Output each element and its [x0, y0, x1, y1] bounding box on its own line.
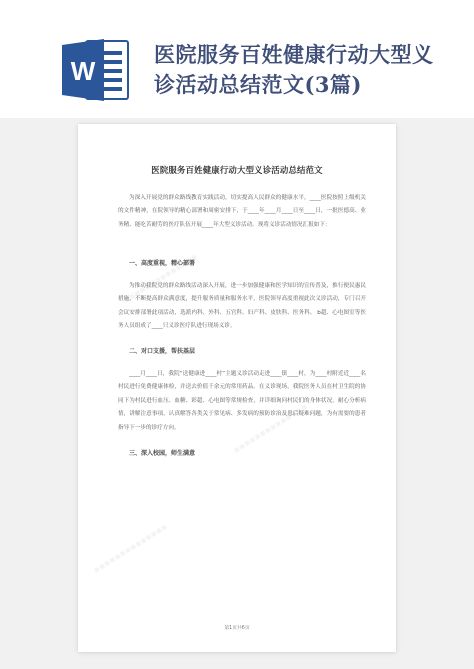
section-heading-1: 一、高度重视，精心部署 [129, 260, 196, 267]
page-footer: 第1页共6页 [224, 626, 250, 631]
paragraph-intro: 为深入开展党的群众路线教育实践活动，切实提高人民群众的健康水平，____医院按照上级机关的文件精神，在院领导的精心部署和周密安排下，于____年____月____日至____日，一批医德高、业务精、能吃苦耐劳的医疗队伍开展____年大型义诊活动。现将义诊活动情况汇报如下： [118, 195, 366, 228]
paragraph-section-1: 为推动我院党的群众路线活动深入开展，进一步加强健康和医学知识的宣传普及，推行便民惠民措施，不断提高群众满意度，提升服务质量和服务水平，医院领导高度重视此次义诊活动，专门召开会议安排部署此项活动，选派内科、外科、五官科、妇产科、皮肤科、医务科、 b超、心电图室等医务人员组成了____只义诊医疗队进行现场义诊。 [118, 283, 366, 330]
paragraph-section-2: ____月____日，我院“送健康进____村”主题义诊活动走进____镇____村，为____村附近近____名村民进行免费健康体检，并送去价值千余元的常用药品。在义诊现场，我院医务人员在村卫生院的协同下为村民进行血压、血糖、彩超、心电图等常规检查，并详细询问村民们的身体状况，耐心分析病情，讲解注意事项，认真解答各类关于常见病、多发病的预防诊治及患后疑难问题，为有需要的患者指导下一步的诊疗方向。 [118, 371, 366, 431]
word-document-icon [60, 37, 132, 103]
word-icon-letter: W [70, 56, 96, 86]
section-heading-2: 二、对口支援，帮扶基层 [129, 348, 196, 355]
title-line-2: 诊活动总结范文(3篇) [154, 72, 362, 97]
title-line-1: 医院服务百姓健康行动大型义 [154, 42, 434, 67]
document-title: 医院服务百姓健康行动大型义诊活动总结范文 [151, 165, 323, 175]
watermark [92, 522, 170, 576]
document-page [78, 124, 396, 652]
page-title [154, 40, 464, 100]
section-heading-3: 三、深入校园，师生满意 [129, 450, 196, 457]
header-banner [0, 0, 474, 118]
